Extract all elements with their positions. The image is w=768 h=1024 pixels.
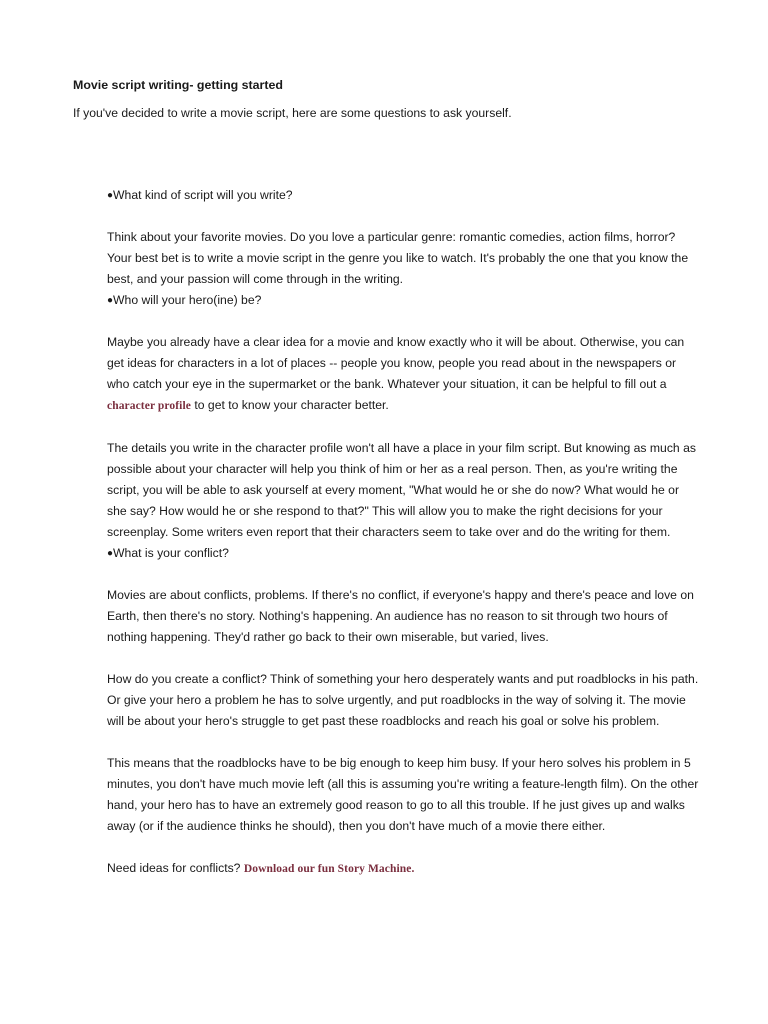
question-item bbox=[107, 290, 699, 311]
paragraph: Think about your favorite movies. Do you love a particular genre: romantic comedies, action films, horror? Your best bet is to write a movie script in the genre you like to watch. It's probably the one that you know the best, and your passion will come through in the writing. bbox=[107, 230, 689, 286]
spacer bbox=[107, 311, 699, 332]
story-machine-link[interactable]: Download our fun Story Machine bbox=[243, 863, 412, 875]
spacer bbox=[107, 417, 699, 438]
paragraph-text: Maybe you already have a clear idea for a movie and know exactly who it will be about. Otherwise, you can get ideas for characters in a lot of places -- people you know, people you read about in the newspapers or who catch your eye in the supermarket or the bank. Whatever your situation, it can be helpful to fill out a bbox=[107, 335, 685, 391]
paragraph: This means that the roadblocks have to be big enough to keep him busy. If your hero solves his problem in 5 minutes, you don't have much movie left (all this is assuming you're writing a feature-length film). On the other hand, your hero has to have an extremely good reason to go to all this trouble. If he just gives up and walks away (or if the audience thinks he should), then you don't have much of a movie there either. bbox=[107, 756, 699, 833]
character-profile-link[interactable]: character profile bbox=[107, 400, 191, 412]
document-body bbox=[107, 185, 699, 880]
spacer bbox=[107, 206, 699, 227]
question-text: What kind of script will you write? bbox=[113, 188, 293, 202]
bullet-icon: ● bbox=[107, 190, 114, 201]
spacer bbox=[107, 837, 699, 858]
paragraph bbox=[107, 858, 699, 880]
paragraph bbox=[107, 332, 699, 417]
question-item bbox=[107, 543, 699, 564]
question-item bbox=[107, 185, 699, 206]
paragraph: Movies are about conflicts, problems. If there's no conflict, if everyone's happy and there's peace and love on Earth, then there's no story. Nothing's happening. An audience has no reason to sit through two hours of nothing happening. They'd rather go back to their own miserable, but varied, lives. bbox=[107, 588, 694, 644]
intro-text: If you've decided to write a movie script, here are some questions to ask yourself. bbox=[73, 106, 512, 120]
spacer bbox=[107, 732, 699, 753]
question-text: What is your conflict? bbox=[113, 546, 229, 560]
paragraph-text: Need ideas for conflicts? bbox=[107, 861, 244, 875]
document-title: Movie script writing- getting started bbox=[73, 78, 283, 92]
paragraph-text: to get to know your character better. bbox=[190, 398, 389, 412]
question-text: Who will your hero(ine) be? bbox=[113, 293, 262, 307]
spacer bbox=[107, 564, 699, 585]
paragraph-text: . bbox=[411, 863, 415, 875]
bullet-icon: ● bbox=[107, 548, 114, 559]
spacer bbox=[107, 648, 699, 669]
paragraph: How do you create a conflict? Think of something your hero desperately wants and put roadblocks in his path. Or give your hero a problem he has to solve urgently, and put roadblocks in the way of solving it. The movie will be about your hero's struggle to get past these roadblocks and reach his goal or solve his problem. bbox=[107, 672, 699, 728]
bullet-icon: ● bbox=[107, 295, 114, 306]
paragraph: The details you write in the character profile won't all have a place in your film script. But knowing as much as possible about your character will help you think of him or her as a real person. Then, as you're writing the script, you will be able to ask yourself at every moment, "What would he or she do now? What would he or she say? How would he or she respond to that?" This will allow you to make the right decisions for your screenplay. Some writers even report that their characters seem to take over and do the writing for them. bbox=[107, 441, 696, 539]
